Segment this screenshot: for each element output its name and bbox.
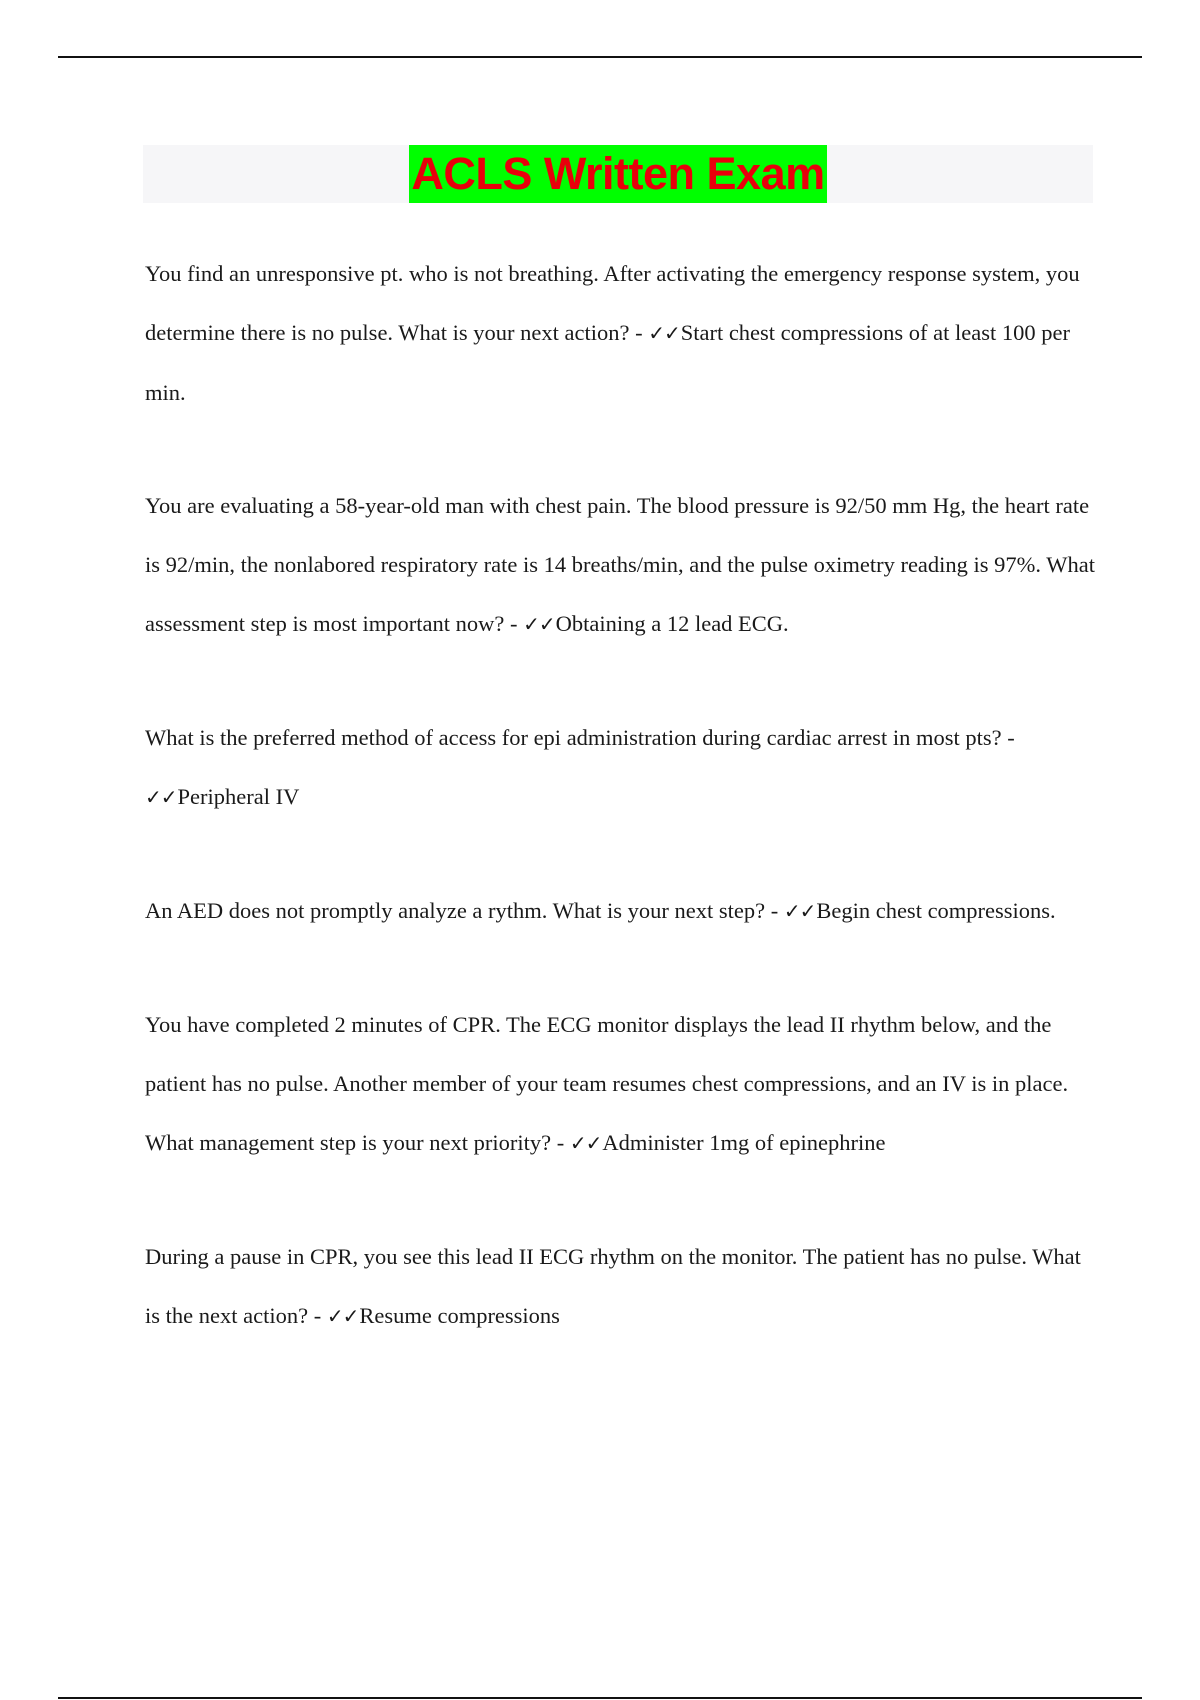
question-text: During a pause in CPR, you see this lead II ECG rhythm on the monitor. The patient has no pulse. What is the next action? - (145, 1244, 1081, 1328)
answer-text: Obtaining a 12 lead ECG. (555, 611, 789, 636)
double-check-icon: ✓✓ (326, 1304, 359, 1328)
qa-item-4 (145, 881, 1095, 941)
qa-item-6 (145, 1227, 1095, 1346)
qa-item-5 (145, 995, 1095, 1173)
question-text: You find an unresponsive pt. who is not breathing. After activating the emergency response system, you determine there is no pulse. What is your next action? - (145, 261, 1080, 345)
question-text: You are evaluating a 58-year-old man with chest pain. The blood pressure is 92/50 mm Hg, the heart rate is 92/min, the nonlabored respiratory rate is 14 breaths/min, and the pulse oximetry reading is 97%. What assessment step is most important now? - (145, 493, 1095, 636)
qa-item-3 (145, 708, 1095, 827)
title-band (143, 145, 1093, 203)
answer-text: Peripheral IV (177, 784, 300, 809)
top-rule (58, 56, 1142, 58)
question-text: What is the preferred method of access for epi administration during cardiac arrest in most pts? - (145, 725, 1015, 750)
answer-text: Administer 1mg of epinephrine (602, 1130, 886, 1155)
double-check-icon: ✓✓ (523, 612, 555, 636)
question-text: An AED does not promptly analyze a rythm. What is your next step? - (145, 898, 779, 923)
qa-list (145, 244, 1095, 1346)
bottom-rule (58, 1697, 1142, 1699)
double-check-icon: ✓✓ (648, 321, 680, 345)
answer-text: Begin chest compressions. (816, 898, 1056, 923)
double-check-icon: ✓✓ (569, 1131, 602, 1155)
question-text: You have completed 2 minutes of CPR. The ECG monitor displays the lead II rhythm below, and the patient has no pulse. Another member of your team resumes chest compressions, and an IV is in place. What management step is your next priority? - (145, 1012, 1069, 1155)
qa-item-1 (145, 244, 1095, 422)
page-title: ACLS Written Exam (409, 145, 826, 203)
double-check-icon: ✓✓ (783, 899, 816, 923)
answer-text: Resume compressions (359, 1303, 560, 1328)
double-check-icon: ✓✓ (145, 785, 177, 809)
qa-item-2 (145, 476, 1095, 654)
answer-text: Start chest compressions of at least 100 per min. (145, 320, 1070, 405)
